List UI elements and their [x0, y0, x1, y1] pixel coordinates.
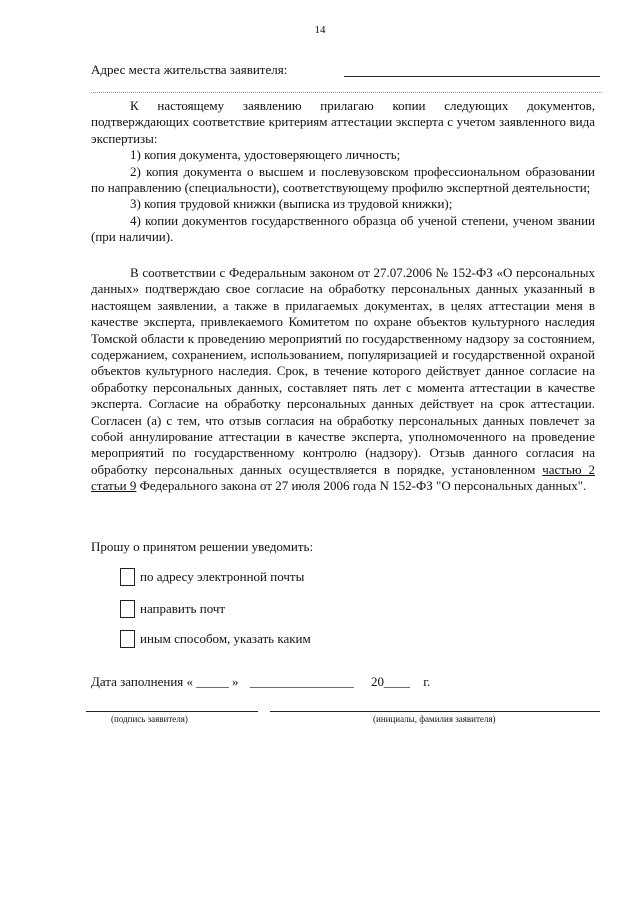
option-label: направить почт	[140, 601, 226, 616]
signature-caption: (подпись заявителя)	[111, 714, 188, 724]
month-field[interactable]: ________________	[249, 674, 354, 689]
post-checkbox[interactable]	[120, 600, 135, 618]
date-label: Дата заполнения «	[91, 674, 194, 689]
name-line[interactable]	[270, 711, 600, 712]
year-prefix: 20	[371, 674, 385, 689]
year-field[interactable]: ____	[384, 674, 411, 689]
fill-date	[91, 674, 430, 690]
date-quote-close: »	[228, 674, 239, 689]
consent-section	[91, 265, 595, 495]
notify-option-email[interactable]	[120, 568, 304, 586]
consent-paragraph	[91, 265, 595, 495]
consent-text-end: Федерального закона от 27 июля 2006 года N 152-ФЗ "О персональных данных".	[136, 478, 587, 494]
other-checkbox[interactable]	[120, 630, 135, 648]
document-item: 2) копия документа о высшем и послевузовском профессиональном образовании по направлению (специальности), соответствующему профилю экспертной деятельности;	[91, 163, 595, 196]
notify-option-other[interactable]	[120, 630, 311, 648]
documents-intro: К настоящему заявлению прилагаю копии следующих документов, подтверждающих соответствие критериям аттестации эксперта с учетом заявленного вида экспертизы:	[91, 98, 595, 146]
document-item: 1) копия документа, удостоверяющего личность;	[130, 147, 401, 163]
address-label: Адрес места жительства заявителя:	[91, 62, 288, 77]
option-label: иным способом, указать каким	[140, 631, 311, 646]
document-item: 4) копии документов государственного образца об ученой степени, ученом звании (при наличии).	[91, 212, 595, 245]
option-label: по адресу электронной почты	[140, 569, 305, 584]
email-checkbox[interactable]	[120, 568, 135, 586]
address-input-line[interactable]	[344, 76, 600, 77]
law-article-link[interactable]: частью 2 статьи 9	[91, 461, 595, 494]
divider	[91, 92, 602, 93]
notify-option-post[interactable]	[120, 600, 225, 618]
page-number: 14	[314, 24, 326, 36]
signature-line[interactable]	[86, 711, 258, 712]
year-suffix: г.	[423, 674, 431, 689]
consent-text-start: В соответствии с Федеральным законом от 27.07.2006 № 152-ФЗ «О персональных данных» подтверждаю свое согласие на обработку персональных данных указанный в настоящем заявлении, а также в прилагаемых документах, в целях аттестации меня в качестве эксперта, привлекаемого Комитетом по охране объектов культурного наследия Томской области к проведению мероприятий по государственному надзору за состоянием, содержанием, сохранением, использованием, популяризацией и государственной охраной объектов культурного наследия. Срок, в течение которого действует данное согласие на обработку персональных данных, составляет пять лет с момента аттестации в качестве эксперта. Согласие на обработку персональных данных действует на срок аттестации. Согласен (а) с тем, что отзыв согласия на обработку персональных данных повлечет за собой аннулирование аттестации в качестве эксперта, уполномоченного на проведение мероприятий по государственному контролю (надзору). Отзыв данного согласия на обработку персональных данных осуществляется в порядке, установленном	[91, 265, 595, 477]
notify-label: Прошу о принятом решении уведомить:	[91, 539, 314, 554]
documents-section	[91, 98, 595, 246]
document-item: 3) копия трудовой книжки (выписка из трудовой книжки);	[130, 196, 453, 212]
day-field[interactable]: _____	[196, 674, 229, 689]
name-caption: (инициалы, фамилия заявителя)	[373, 714, 496, 724]
